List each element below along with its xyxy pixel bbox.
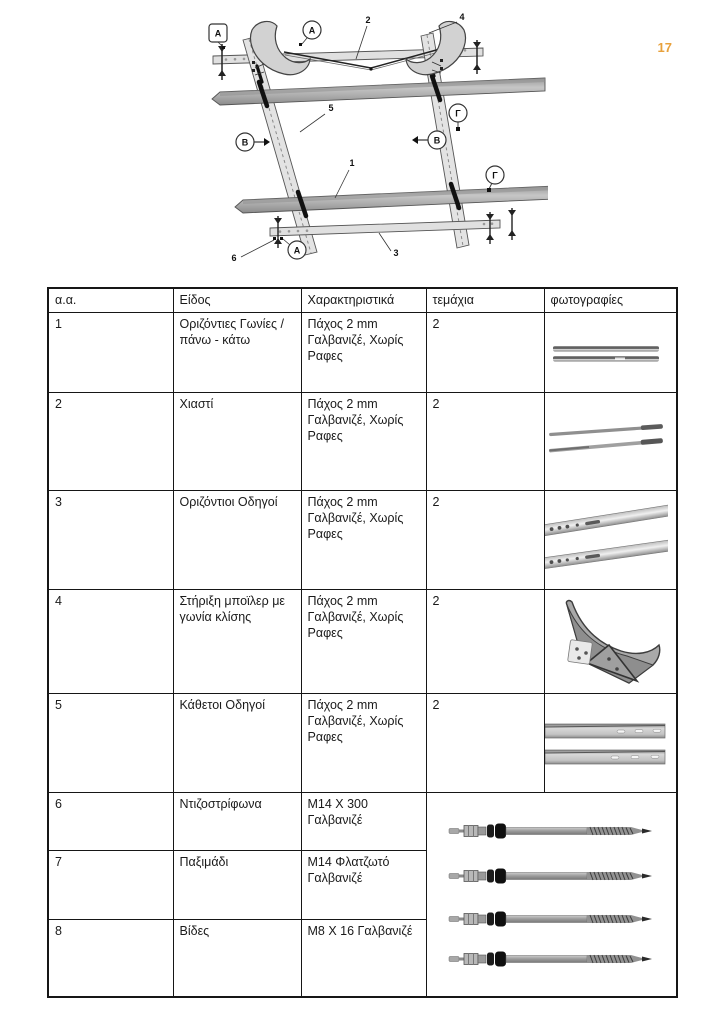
svg-text:6: 6 bbox=[231, 253, 237, 263]
lower-horizontal-rail bbox=[235, 186, 548, 213]
header-xaraktiristika: Χαρακτηριστικά bbox=[301, 288, 426, 312]
table-row bbox=[48, 792, 677, 850]
table-row bbox=[48, 693, 677, 792]
table-row bbox=[48, 312, 677, 392]
svg-text:1: 1 bbox=[349, 158, 355, 168]
cell-id: 4 bbox=[48, 589, 173, 693]
svg-text:4: 4 bbox=[459, 12, 465, 22]
header-eidos: Είδος bbox=[173, 288, 301, 312]
cell-specs: Πάχος 2 mm Γαλβανιζέ, Χωρίς Ραφες bbox=[301, 392, 426, 490]
svg-text:Α: Α bbox=[214, 28, 222, 39]
photo-two-thin-cross-braces bbox=[544, 392, 677, 490]
photo-two-perforated-rails bbox=[544, 490, 677, 589]
svg-text:Α: Α bbox=[308, 25, 316, 36]
cell-id: 1 bbox=[48, 312, 173, 392]
table-row bbox=[48, 589, 677, 693]
svg-text:Β: Β bbox=[241, 137, 249, 148]
cell-qty: 2 bbox=[426, 392, 544, 490]
cell-name: Κάθετοι Οδηγοί bbox=[173, 693, 301, 792]
cell-id: 6 bbox=[48, 792, 173, 850]
cell-name: Βίδες bbox=[173, 919, 301, 997]
cell-specs: Πάχος 2 mm Γαλβανιζέ, Χωρίς Ραφες bbox=[301, 589, 426, 693]
cell-specs: Πάχος 2 mm Γαλβανιζέ, Χωρίς Ραφες bbox=[301, 490, 426, 589]
detail-label-G1 bbox=[449, 104, 467, 131]
photo-four-hanger-bolts bbox=[426, 792, 677, 997]
cell-qty: 2 bbox=[426, 589, 544, 693]
cell-name: Παξιμάδι bbox=[173, 850, 301, 919]
header-fotografies: φωτογραφίες bbox=[544, 288, 677, 312]
svg-text:2: 2 bbox=[365, 15, 371, 25]
table-row bbox=[48, 392, 677, 490]
cell-specs: Πάχος 2 mm Γαλβανιζέ, Χωρίς Ραφες bbox=[301, 312, 426, 392]
svg-text:5: 5 bbox=[328, 103, 334, 113]
photo-two-channel-rails bbox=[544, 693, 677, 792]
cell-qty: 2 bbox=[426, 693, 544, 792]
cell-name: Οριζόντιες Γωνίες / πάνω - κάτω bbox=[173, 312, 301, 392]
assembly-diagram bbox=[88, 2, 548, 272]
cell-id: 8 bbox=[48, 919, 173, 997]
table-row bbox=[48, 490, 677, 589]
photo-two-angle-bars bbox=[544, 312, 677, 392]
header-temaxia: τεμάχια bbox=[426, 288, 544, 312]
svg-text:Β: Β bbox=[433, 135, 441, 146]
cell-id: 5 bbox=[48, 693, 173, 792]
page-number: 17 bbox=[657, 40, 672, 55]
cell-specs: Πάχος 2 mm Γαλβανιζέ, Χωρίς Ραφες bbox=[301, 693, 426, 792]
cell-specs: M14 X 300 Γαλβανιζέ bbox=[301, 792, 426, 850]
cell-name: Οριζόντιοι Οδηγοί bbox=[173, 490, 301, 589]
cell-name: Στήριξη μποϊλερ με γωνία κλίσης bbox=[173, 589, 301, 693]
photo-boiler-support-bracket bbox=[544, 589, 677, 693]
table-header-row bbox=[48, 288, 677, 312]
cell-name: Χιαστί bbox=[173, 392, 301, 490]
detail-label-B2 bbox=[412, 131, 446, 149]
cell-id: 7 bbox=[48, 850, 173, 919]
cell-id: 3 bbox=[48, 490, 173, 589]
detail-label-A2 bbox=[299, 21, 321, 46]
cell-name: Ντιζοστρίφωνα bbox=[173, 792, 301, 850]
header-aa: α.α. bbox=[48, 288, 173, 312]
cell-qty: 2 bbox=[426, 312, 544, 392]
svg-text:Γ: Γ bbox=[492, 170, 498, 181]
svg-text:3: 3 bbox=[393, 248, 399, 258]
svg-text:Α: Α bbox=[293, 245, 301, 256]
svg-text:Γ: Γ bbox=[455, 108, 461, 119]
cell-qty: 2 bbox=[426, 490, 544, 589]
cell-specs: M8 X 16 Γαλβανιζέ bbox=[301, 919, 426, 997]
cell-specs: M14 Φλατζωτό Γαλβανιζέ bbox=[301, 850, 426, 919]
detail-label-B1 bbox=[236, 133, 270, 151]
parts-table bbox=[47, 287, 678, 998]
cell-id: 2 bbox=[48, 392, 173, 490]
detail-label-A1 bbox=[209, 24, 227, 49]
